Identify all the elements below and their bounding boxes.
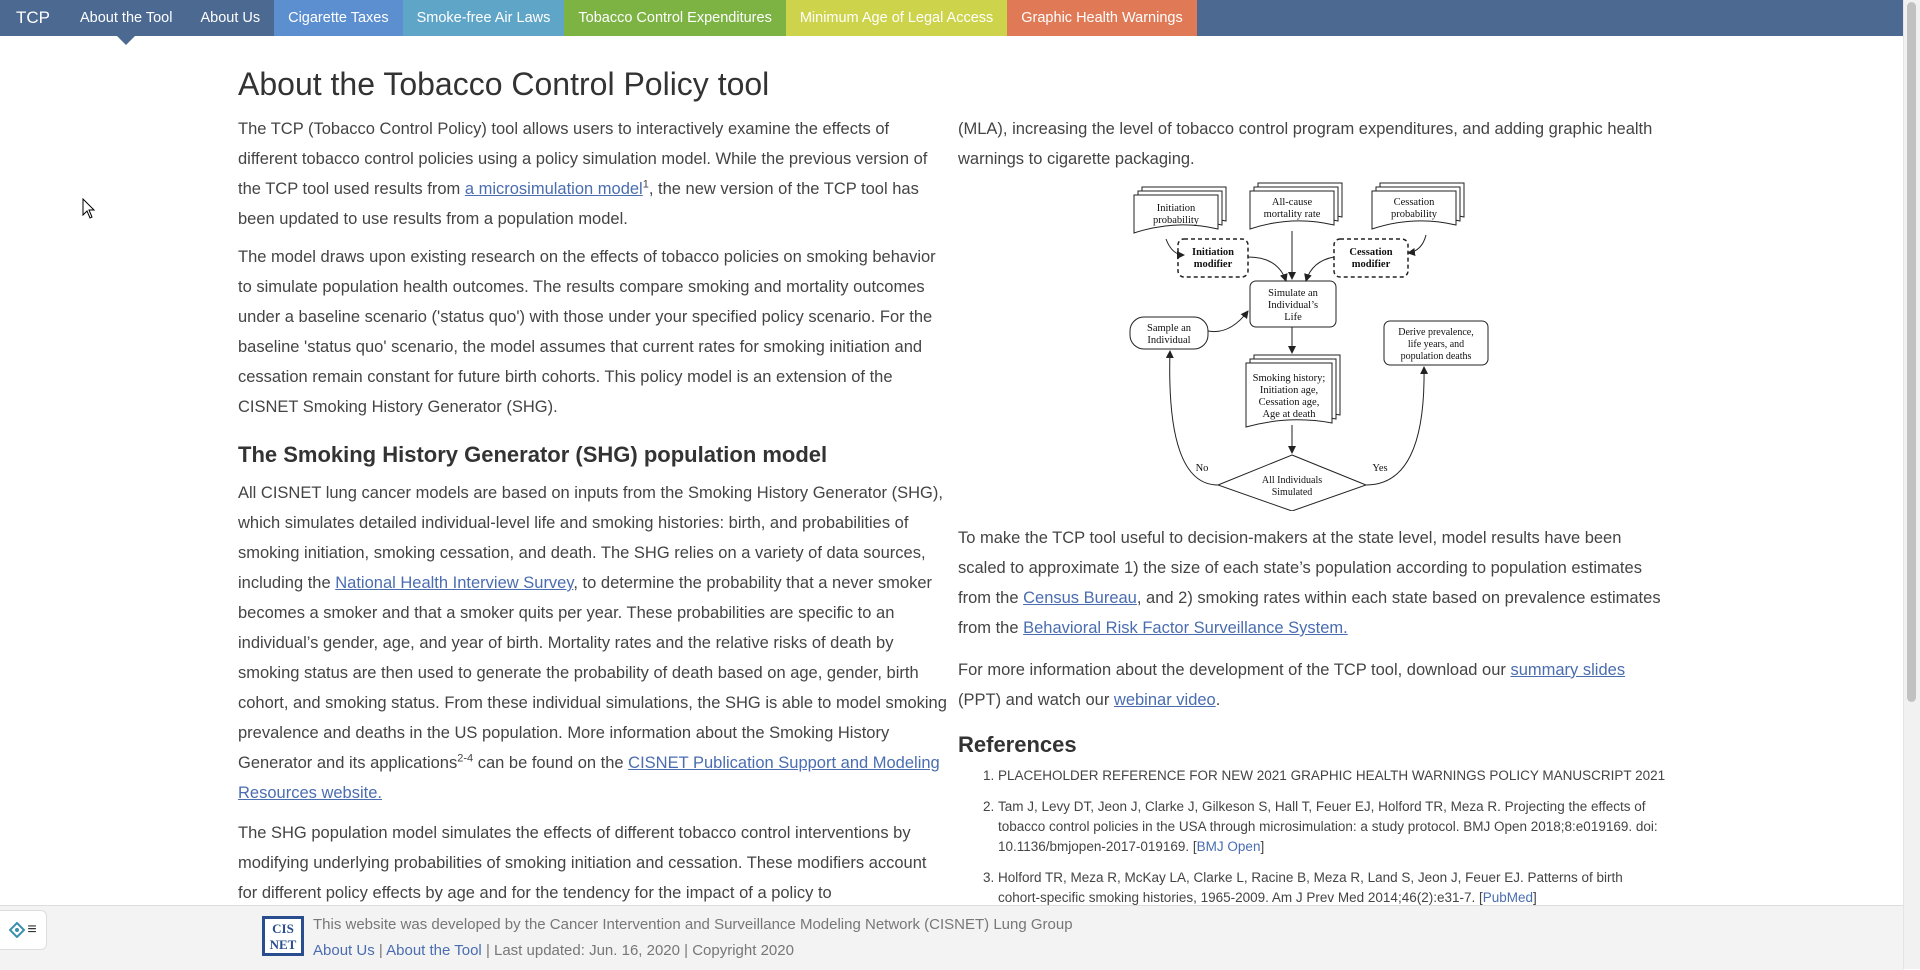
accessibility-widget[interactable] <box>0 910 47 950</box>
model-paragraph: The model draws upon existing research on the effects of tobacco policies on smoking behavior to simulate population health outcomes. The results compare smoking and mortality outcomes under a baseline scenario ('status quo') with those under your specified policy scenario. For the baseline 'status quo' scenario, the model assumes that current rates for smoking initiation and cessation remain constant for future birth cohorts. This policy model is an extension of the CISNET Smoking History Generator (SHG). <box>238 248 936 416</box>
footer-links <box>313 942 794 959</box>
scaling-text: To make the TCP tool useful to decision-makers at the state level, model results have been scaled to approximate 1) the size of each state’s population according to population estimates from the <box>958 529 1642 607</box>
cisnet-logo[interactable] <box>262 916 304 956</box>
diag-cess-1: Cessation <box>1393 197 1435 208</box>
diag-derive-3: population deaths <box>1400 351 1472 362</box>
brand-logo[interactable]: TCP <box>16 8 50 27</box>
diag-derive-1: Derive prevalence, <box>1398 327 1474 338</box>
diag-init-mod-2: modifier <box>1193 259 1233 270</box>
cessation-modifier-node <box>1334 239 1408 277</box>
nav-smoke-free-air-laws[interactable] <box>403 0 565 36</box>
footer-credit: This website was developed by the Cancer Intervention and Surveillance Modeling Network (CISNET) Lung Group <box>313 916 1073 933</box>
reference-item <box>998 868 1666 906</box>
diag-mort-2: mortality rate <box>1263 209 1321 220</box>
footer-about-us-link[interactable]: About Us <box>313 942 375 959</box>
brfss-link[interactable]: Behavioral Risk Factor Surveillance System. <box>1023 619 1348 637</box>
cisnet-resources-link[interactable]: CISNET Publication Support and Modeling Resources website. <box>238 754 940 802</box>
more-info-paragraph <box>958 655 1666 715</box>
more-info-text: For more information about the development of the TCP tool, download our <box>958 661 1511 679</box>
nav-label: Graphic Health Warnings <box>1021 10 1183 26</box>
diag-derive-2: life years, and <box>1407 339 1465 350</box>
nav-label: About the Tool <box>80 10 173 26</box>
diag-cess-mod-1: Cessation <box>1349 247 1393 258</box>
diag-dec-1: All Individuals <box>1261 475 1323 486</box>
population-model-paragraph: The SHG population model simulates the effects of different tobacco control interventions by modifying underlying probabilities of smoking initiation and cessation. These modifiers account for different policy effects by age and for the tendency for the impact of a policy to <box>238 824 927 902</box>
nav-cigarette-taxes[interactable] <box>274 0 402 36</box>
nav-label: Smoke-free Air Laws <box>416 10 551 26</box>
reference-text: PLACEHOLDER REFERENCE FOR NEW 2021 GRAPHIC HEALTH WARNINGS POLICY MANUSCRIPT 2021 <box>998 768 1666 783</box>
webinar-video-link[interactable]: webinar video <box>1113 691 1216 709</box>
footer-updated: | Last updated: Jun. 16, 2020 | Copyright 2020 <box>485 942 794 959</box>
mouse-cursor-icon <box>82 198 96 220</box>
diag-hist-1: Smoking history; <box>1252 373 1326 384</box>
scaling-text-mid: , and 2) smoking rates within each state based on prevalence estimates from the <box>958 589 1661 637</box>
svg-text:CIS: CIS <box>272 921 294 936</box>
diag-hist-2: Initiation age, <box>1259 385 1319 396</box>
bmj-open-link[interactable]: BMJ Open <box>1196 839 1261 854</box>
initiation-modifier-node <box>1178 239 1248 277</box>
scaling-paragraph <box>958 523 1666 643</box>
accessibility-icon <box>9 922 25 938</box>
reference-bracket: ] <box>1533 890 1537 905</box>
summary-slides-link[interactable]: summary slides <box>1510 661 1626 679</box>
nhis-link[interactable]: National Health Interview Survey <box>335 574 574 592</box>
diag-hist-3: Cessation age, <box>1258 397 1320 408</box>
nav-label: Minimum Age of Legal Access <box>799 10 994 26</box>
diag-mort-1: All-cause <box>1271 197 1313 208</box>
census-bureau-link[interactable]: Census Bureau <box>1023 589 1137 607</box>
intro-citation: 1 <box>642 178 649 191</box>
page-scrollbar[interactable] <box>1903 0 1920 969</box>
shg-text-mid2: can be found on the <box>473 754 629 772</box>
intro-text-end: , the new version of the TCP tool has been updated to use results from a population model. <box>238 180 919 228</box>
diag-cess-mod-2: modifier <box>1351 259 1391 270</box>
shg-citation: 2-4 <box>457 752 474 765</box>
initiation-probability-node <box>1134 195 1218 233</box>
reference-bracket: ] <box>1260 839 1265 854</box>
shg-text-mid: , to determine the probability that a never smoker becomes a smoker and that a smoker quits per year. These probabilities are specific to an individual’s gender, age, and year of birth. Mortality rates and the relative risks of death by smoking status are then used to generate the probability of death based on age, gender, birth cohort, and smoking status. From these individual simulations, the SHG is able to model smoking prevalence and deaths in the US population. More information about the Smoking History Generator and its applications <box>238 574 947 772</box>
diag-dec-2: Simulated <box>1271 487 1313 498</box>
diag-init-prob-1: Initiation <box>1156 203 1196 214</box>
footer-about-tool-link[interactable]: About the Tool <box>386 942 482 959</box>
model-flow-diagram <box>1126 181 1516 511</box>
right-top-paragraph: (MLA), increasing the level of tobacco control program expenditures, and adding graphic health warnings to cigarette packaging. <box>958 120 1653 168</box>
nav-menu <box>66 0 1197 36</box>
menu-icon: ≡ <box>27 921 37 938</box>
nav-label: Cigarette Taxes <box>288 10 389 26</box>
nav-label: About Us <box>200 10 261 26</box>
main-content <box>238 36 1666 906</box>
svg-text:NET: NET <box>269 937 297 952</box>
shg-heading: The Smoking History Generator (SHG) population model <box>238 442 828 467</box>
shg-text: All CISNET lung cancer models are based on inputs from the Smoking History Generator (SHG), which simulates detailed individual-level life and smoking histories: birth, and probabilities of smoking initiation, smoking cessation, and death. The SHG relies on a variety of data sources, including the <box>238 484 943 592</box>
diag-yes: Yes <box>1372 463 1388 474</box>
nav-about-the-tool[interactable] <box>66 0 186 36</box>
diag-sim-2: Individual’s <box>1267 300 1319 311</box>
top-navbar <box>0 0 1904 36</box>
page-title: About the Tobacco Control Policy tool <box>238 66 770 102</box>
intro-paragraph <box>238 114 948 234</box>
diag-sample-2: Individual <box>1147 335 1191 346</box>
diag-sample-1: Sample an <box>1146 323 1192 334</box>
intro-text: The TCP (Tobacco Control Policy) tool allows users to interactively examine the effects of different tobacco control policies using a policy simulation model. While the previous version of the TCP tool used results from <box>238 120 928 198</box>
diag-cess-2: probability <box>1390 209 1438 220</box>
pubmed-link[interactable]: PubMed <box>1482 890 1534 905</box>
diag-sim-1: Simulate an <box>1268 288 1318 299</box>
references-heading: References <box>958 732 1077 757</box>
reference-text: Holford TR, Meza R, McKay LA, Clarke L, Racine B, Meza R, Land S, Jeon J, Feuer EJ. Patterns of birth cohort-specific smoking histories, 1965-2009. Am J Prev Med 2014;46(2):e31-7. [ <box>998 870 1623 905</box>
references-list <box>958 766 1666 906</box>
diag-no: No <box>1195 463 1209 474</box>
site-footer <box>0 905 1904 970</box>
diag-sim-3: Life <box>1284 312 1302 323</box>
diag-init-prob-2: probability <box>1152 215 1200 226</box>
nav-graphic-health-warnings[interactable] <box>1007 0 1196 36</box>
diag-init-mod-1: Initiation <box>1191 247 1235 258</box>
nav-label: Tobacco Control Expenditures <box>578 10 772 26</box>
microsimulation-model-link[interactable]: a microsimulation model <box>464 180 643 198</box>
shg-paragraph <box>238 478 950 808</box>
reference-item <box>998 766 1666 786</box>
nav-tobacco-control-expenditures[interactable] <box>564 0 785 36</box>
more-info-text-end: . <box>1215 691 1221 709</box>
diag-hist-4: Age at death <box>1262 409 1316 420</box>
scrollbar-thumb[interactable] <box>1907 2 1916 702</box>
nav-minimum-age-legal-access[interactable] <box>786 0 1007 36</box>
more-info-text-mid: (PPT) and watch our <box>958 691 1114 709</box>
reference-item <box>998 797 1666 857</box>
nav-about-us[interactable] <box>186 0 274 36</box>
footer-separator: | <box>378 942 383 959</box>
reference-text: Tam J, Levy DT, Jeon J, Clarke J, Gilkeson S, Hall T, Feuer EJ, Holford TR, Meza R. Projecting the effects of tobacco control policies in the USA through microsimulation: a study protocol. BMJ Open 2018;8:e019169. doi: 10.1136/bmjopen-2017-019169. [ <box>998 799 1658 854</box>
